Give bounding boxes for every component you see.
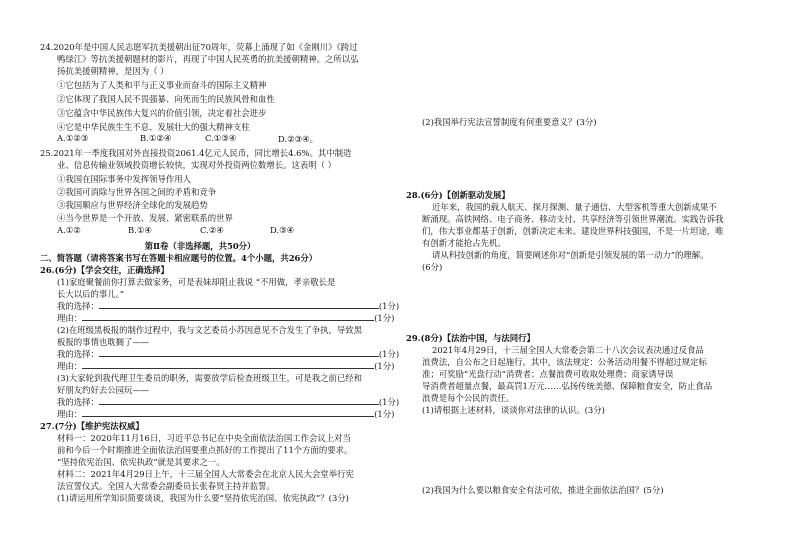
q25-stem-line-1: 25.2021年一季度我国对外直接投资2061.4亿元人民币，同比增长4.6%。其中制造 <box>40 148 352 158</box>
q24-option-d[interactable]: D.②③④。 <box>278 134 318 144</box>
q26-sub3-choice-blank[interactable] <box>99 397 379 405</box>
q25-statement-1: ①我国在国际事务中发挥领导作用人 <box>57 174 191 184</box>
q26-sub1-reason <box>57 312 394 324</box>
q29-line-4: 导消费者超量点餐，最高罚1万元……弘扬传统美德、保障粮食安全，防止食品 <box>422 381 713 391</box>
q24-stem-line-1: 24.2020年是中国人民志愿军抗美援朝出征70周年，荧幕上涌现了如《金刚川》《跨过 <box>40 42 358 52</box>
q24-option-c[interactable]: C.①③④ <box>205 133 237 143</box>
q26-sub2-line-2: 板报的事情也耽搁了—— <box>57 337 150 347</box>
q26-sub2-choice-blank[interactable] <box>99 349 379 357</box>
q25-option-a[interactable]: A.①② <box>57 225 81 235</box>
q24-option-a[interactable]: A.①②③ <box>57 133 89 143</box>
q24-statement-4: ④它是中华民族生生不息、发展壮大的强大精神支柱 <box>57 122 250 132</box>
q27-material-2-line-1: 材料二：2021年4月29日上午，十三届全国人大常委会在北京人民大会堂举行宪 <box>57 469 354 479</box>
choice-label: 我的选择： <box>57 397 99 407</box>
q29-sub1-question: (1)请根据上述材料，谈谈你对法律的认识。(3分) <box>422 405 605 415</box>
q28-line-6: (6分) <box>422 262 443 272</box>
q26-sub3-line-2: 好朋友约好去公园玩—— <box>57 385 150 395</box>
q26-sub1-line-1: (1)家庭聚餐前你打算去做家务，可是表妹却阻止我说 “不用做，孝亲敬长是 <box>57 277 336 287</box>
q25-statement-2: ②我国可消除与世界各国之间的矛盾和竞争 <box>57 187 217 197</box>
q25-statement-3: ③我国顺应与世界经济全球化的发展趋势 <box>57 200 208 210</box>
part-2-heading: 二、简答题（请将答案书写在答题卡相应题号的位置。4个小题，共26分） <box>40 253 318 263</box>
reason-label: 理由： <box>57 409 83 419</box>
score-label: (1分) <box>378 397 400 407</box>
q29-sub2-question: (2)我国为什么要以粮食安全有法可依，推进全面依法治国？(5分) <box>422 485 664 495</box>
q26-sub3-reason-blank[interactable] <box>82 409 374 417</box>
q24-option-b[interactable]: B.①②④ <box>140 133 172 143</box>
q29-line-5: 浪费是每个公民的责任。 <box>422 393 515 403</box>
q26-heading: 26.(6分)【学会交往，正确选择】 <box>40 265 169 275</box>
q24-statement-3: ③它蕴含中华民族伟大复兴的价值引领，决定着社会进步 <box>57 108 267 118</box>
q28-line-5: 请从科技创新的角度，简要阐述你对“创新是引领发展的第一动力”的理解。 <box>432 250 709 260</box>
choice-label: 我的选择： <box>57 349 99 359</box>
q28-line-1: 近年来，我国的载人航天、探月探测、量子通信、大型客机等重大创新成果不 <box>432 202 717 212</box>
q26-sub2-reason <box>57 360 394 372</box>
q29-line-3: 准；可奖励“光盘行动”消费者；点餐浪费可收取处理费；商家诱导误 <box>422 369 674 379</box>
q27-material-1-line-3: “坚持依宪治国、依宪执政”就是其要求之一。 <box>57 457 225 467</box>
q26-sub1-choice <box>57 300 399 312</box>
q26-sub3-reason <box>57 408 394 420</box>
q25-option-b[interactable]: B.①④ <box>128 225 152 235</box>
part-2-title: 第Ⅱ卷（非选择题，共50分） <box>144 241 256 251</box>
q28-line-4: 有创新才能抢占先机。 <box>422 238 506 248</box>
q24-statement-2: ②它体现了我国人民不畏强暴、向死而生的民族风骨和血性 <box>57 94 275 104</box>
q26-sub1-line-2: 长大以后的事儿。” <box>57 289 125 299</box>
q27-material-2-line-2: 法宣誓仪式。全国人大常委会副委员长张春贤主持并监誓。 <box>57 481 275 491</box>
q29-heading: 29.(8分)【法治中国，与法同行】 <box>406 333 535 343</box>
q26-sub2-choice <box>57 348 399 360</box>
score-label: (1分) <box>374 313 395 323</box>
q25-option-c[interactable]: C.②④ <box>200 225 224 235</box>
score-label: (1分) <box>374 361 395 371</box>
q29-line-1: 2021年4月29日，十三届全国人大常委会第二十八次会议表决通过反食品 <box>432 345 704 355</box>
q27-material-1-line-1: 材料一：2020年11月16日，习近平总书记在中央全面依法治国工作会议上对当 <box>57 433 351 443</box>
q26-sub3-choice <box>57 396 399 408</box>
q26-sub2-reason-blank[interactable] <box>82 361 374 369</box>
q27-material-1-line-2: 前和今后一个时期推进全面依法治国要重点抓好的工作提出了11个方面的要求。 <box>57 445 353 455</box>
q28-heading: 28.(6分)【创新驱动发展】 <box>406 190 510 200</box>
score-label: (1分) <box>374 409 395 419</box>
q27-heading: 27.(7分)【维护宪法权威】 <box>40 421 144 431</box>
q26-sub2-line-1: (2)在班级黑板报的制作过程中，我与文艺委员小苏因意见不合发生了争执，导致黑 <box>57 325 362 335</box>
score-label: (1分) <box>378 301 400 311</box>
q24-statement-1: ①它包括为了人类和平与正义事业而奋斗的国际主义精神 <box>57 80 267 90</box>
q25-stem-line-2: 业、信息传输业领域投资增长较快，实现对外投资两位数增长。这表明（ ） <box>57 160 337 170</box>
score-label: (1分) <box>378 349 400 359</box>
q24-stem-line-2: 鸭绿江》等抗美援朝题材的影片，再现了中国人民英勇的抗美援朝精神。之所以弘 <box>57 54 359 64</box>
q27-sub2-question: (2)我国举行宪法宣誓制度有何重要意义？(3分) <box>422 117 597 127</box>
q26-sub3-line-1: (3)大家轮到我代理卫生委员的职务，需要放学后检查班级卫生，可是我之前已经和 <box>57 373 362 383</box>
q24-stem-line-3: 扬抗美援朝精神，是因为（ ） <box>57 66 169 76</box>
q28-line-2: 断涌现。高铁网络、电子商务、移动支付、共享经济等引领世界潮流。实践告诉我 <box>422 214 724 224</box>
q25-statement-4: ④当今世界是一个开放、发展、紧密联系的世界 <box>57 213 233 223</box>
q25-option-d[interactable]: D.③④ <box>270 225 295 235</box>
reason-label: 理由： <box>57 361 83 371</box>
q28-line-3: 们，伟大事业都基于创新，创新决定未来。建设世界科技强国，不是一片坦途，唯 <box>422 226 724 236</box>
q29-line-2: 浪费法，自公布之日起施行。其中，该法规定：公务活动用餐不得超过规定标 <box>422 357 707 367</box>
choice-label: 我的选择： <box>57 301 99 311</box>
reason-label: 理由： <box>57 313 83 323</box>
q26-sub1-choice-blank[interactable] <box>99 301 379 309</box>
q27-sub1-question: (1)请运用所学知识简要谈谈，我国为什么要“坚持依宪治国、依宪执政”？(3分) <box>57 493 349 503</box>
q26-sub1-reason-blank[interactable] <box>82 313 374 321</box>
